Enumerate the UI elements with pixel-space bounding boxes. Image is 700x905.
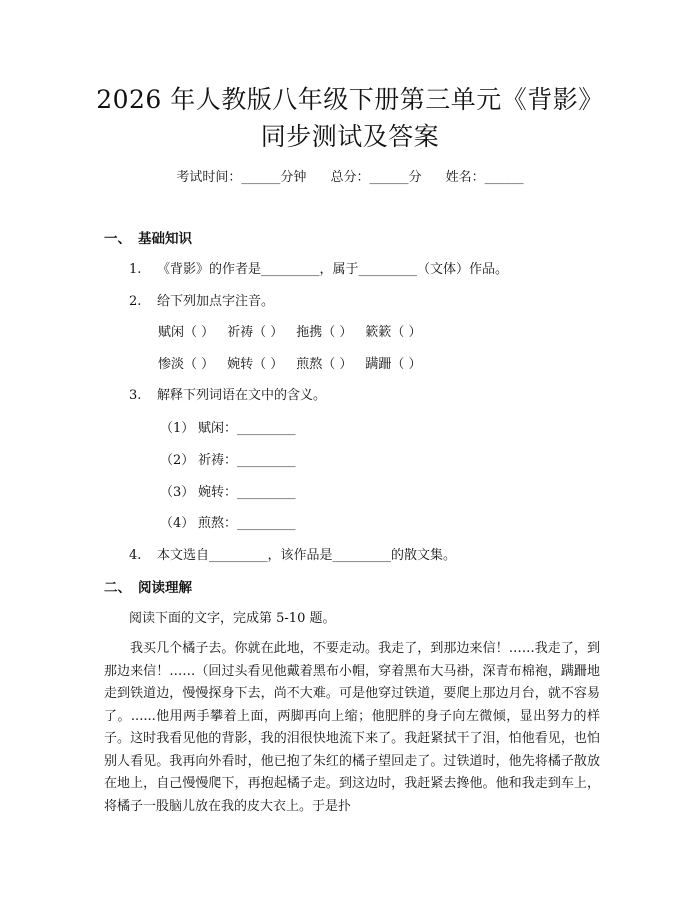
sub-question-number: （3）	[160, 485, 195, 500]
pinyin-item: 惨淡（ ）	[158, 357, 215, 372]
section-label: 基础知识	[138, 231, 192, 247]
sub-question-number: （2）	[160, 453, 195, 468]
sub-question-text: 祈祷：_________	[198, 453, 296, 468]
question-number: 2.	[129, 294, 142, 309]
question-text: 解释下列词语在文中的含义。	[157, 388, 327, 403]
sub-question-text: 婉转：_________	[198, 485, 296, 500]
section-number: 一、	[104, 231, 131, 247]
question-text: 给下列加点字注音。	[157, 294, 275, 309]
document-title-line1: 2026 年人教版八年级下册第三单元《背影》	[96, 85, 604, 114]
pinyin-item: 煎熬（ ）	[296, 357, 353, 372]
document-title-line2: 同步测试及答案	[260, 122, 440, 151]
sub-question-1	[160, 419, 296, 439]
sub-question-text: 煎熬：_________	[198, 516, 296, 531]
question-4	[129, 546, 456, 566]
sub-question-number: （4）	[160, 516, 195, 531]
pinyin-row-1	[158, 323, 435, 343]
pinyin-item: 婉转（ ）	[227, 357, 284, 372]
question-text: 《背影》的作者是_________，属于_________（文体）作品。	[157, 262, 509, 277]
pinyin-item: 蹒跚（ ）	[365, 357, 422, 372]
sub-question-text: 赋闲：_________	[198, 421, 296, 436]
reading-passage: 我买几个橘子去。你就在此地，不要走动。我走了，到那边来信！……我走了，到那边来信！……（回过头看见他戴着黑布小帽，穿着黑布大马褂，深青布棉袍，蹒跚地走到铁道边，慢慢探身下去，尚不大难。可是他穿过铁道，要爬上那边月台，就不容易了。......他用两手攀着上面，两脚再向上缩；他肥胖的身子向左微倾，显出努力的样子。这时我看见他的背影，我的泪很快地流下来了。我赶紧拭干了泪，怕他看见，也怕别人看见。我再向外看时，他已抱了朱红的橘子望回走了。过铁道时，他先将橘子散放在地上，自己慢慢爬下，再抱起橘子走。到这边时，我赶紧去搀他。他和我走到车上，将橘子一股脑儿放在我的皮大衣上。于是扑	[104, 641, 600, 814]
reading-instruction: 阅读下面的文字，完成第 5-10 题。	[129, 611, 336, 626]
pinyin-item: 赋闲（ ）	[158, 325, 215, 340]
pinyin-item: 拖携（ ）	[296, 325, 353, 340]
question-number: 4.	[129, 548, 142, 563]
exam-time: 考试时间：______分钟	[176, 170, 307, 185]
exam-meta	[0, 168, 700, 188]
pinyin-row-2	[158, 355, 435, 375]
sub-question-2	[160, 451, 296, 471]
section-heading-reading	[104, 578, 192, 598]
sub-question-number: （1）	[160, 421, 195, 436]
sub-question-3	[160, 483, 296, 503]
sub-question-4	[160, 514, 296, 534]
section-heading-basics	[104, 229, 192, 249]
section-label: 阅读理解	[138, 580, 192, 596]
pinyin-item: 簌簌（ ）	[365, 325, 422, 340]
section-number: 二、	[104, 580, 131, 596]
student-name: 姓名：______	[445, 170, 524, 185]
question-number: 1.	[129, 262, 142, 277]
question-3	[129, 386, 326, 406]
question-1	[129, 260, 508, 280]
question-text: 本文选自_________，该作品是_________的散文集。	[157, 548, 457, 563]
total-score: 总分：______分	[330, 170, 422, 185]
question-number: 3.	[129, 388, 142, 403]
question-2	[129, 292, 274, 312]
pinyin-item: 祈祷（ ）	[227, 325, 284, 340]
